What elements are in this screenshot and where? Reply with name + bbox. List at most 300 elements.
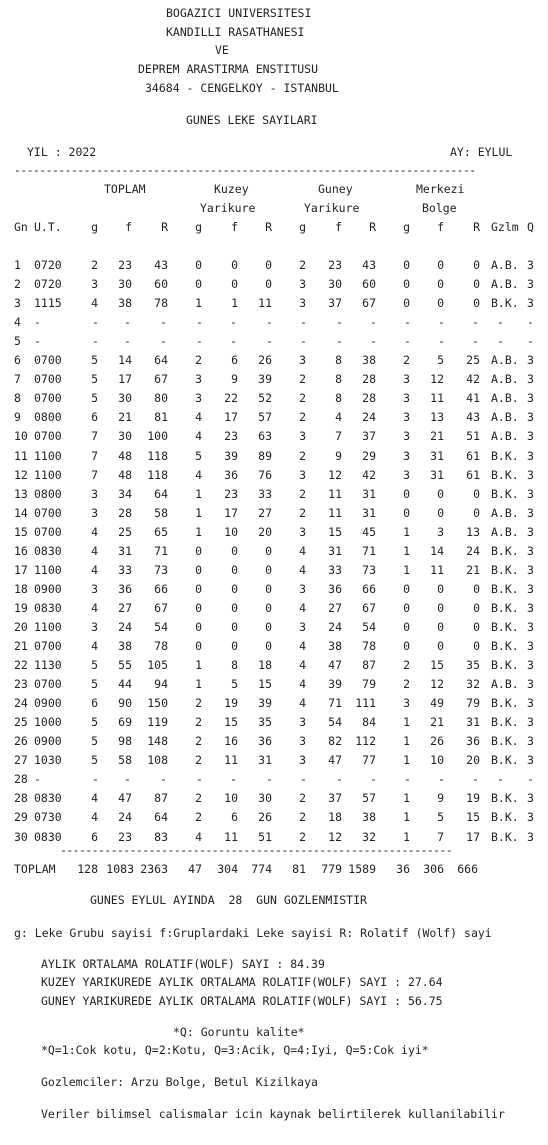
cell-total-g: 3 <box>91 582 98 596</box>
cell-north-f: 0 <box>231 582 238 596</box>
cell-center-r: 20 <box>466 753 480 767</box>
cell-time: 1115 <box>34 296 62 310</box>
cell-total-r: 118 <box>147 449 168 463</box>
cell-day: 29 <box>14 810 28 824</box>
cell-quality: 3 <box>527 391 534 405</box>
cell-north-g: - <box>196 334 203 348</box>
cell-total-r: 100 <box>147 429 168 443</box>
cell-observer: B.K. <box>491 601 519 615</box>
cell-north-g: 1 <box>195 677 202 691</box>
cell-south-g: 4 <box>299 696 306 710</box>
cell-north-r: 27 <box>258 506 272 520</box>
cell-north-g: 0 <box>195 563 202 577</box>
cell-observer: B.K. <box>491 468 519 482</box>
cell-north-g: 2 <box>195 353 202 367</box>
cell-north-g: 0 <box>195 582 202 596</box>
cell-total-r: 64 <box>154 810 168 824</box>
cell-center-f: 21 <box>430 429 444 443</box>
cell-south-f: 33 <box>328 563 342 577</box>
cell-time: 0900 <box>34 696 62 710</box>
cell-quality: - <box>527 334 534 348</box>
cell-time: 0700 <box>34 391 62 405</box>
cell-quality: 3 <box>527 601 534 615</box>
column-header-north-g: g <box>195 220 202 234</box>
cell-north-r: 0 <box>265 620 272 634</box>
cell-south-r: 66 <box>362 582 376 596</box>
cell-north-f: 36 <box>224 468 238 482</box>
cell-observer: B.K. <box>491 563 519 577</box>
cell-day: 11 <box>14 449 28 463</box>
cell-south-g: 2 <box>299 506 306 520</box>
cell-south-g: 2 <box>299 487 306 501</box>
cell-observer: - <box>497 772 504 786</box>
cell-quality: 3 <box>527 715 534 729</box>
cell-time: 0830 <box>34 791 62 805</box>
cell-total-g: - <box>92 772 99 786</box>
cell-north-r: 15 <box>258 677 272 691</box>
cell-center-r: - <box>472 315 479 329</box>
cell-observer: A.B. <box>491 429 519 443</box>
cell-total-r: - <box>160 772 167 786</box>
cell-south-g: 3 <box>299 429 306 443</box>
cell-day: 4 <box>14 315 21 329</box>
cell-total-r: 78 <box>154 639 168 653</box>
cell-total-g: 5 <box>91 658 98 672</box>
cell-south-r: 31 <box>362 506 376 520</box>
cell-center-r: 42 <box>466 372 480 386</box>
cell-time: 0720 <box>34 277 62 291</box>
cell-center-f: 5 <box>437 810 444 824</box>
cell-quality: 3 <box>527 582 534 596</box>
cell-center-r: 25 <box>466 353 480 367</box>
cell-north-r: 36 <box>258 734 272 748</box>
cell-south-r: 38 <box>362 810 376 824</box>
cell-time: 0830 <box>34 601 62 615</box>
cell-north-g: 1 <box>195 487 202 501</box>
cell-total-g: 7 <box>91 449 98 463</box>
cell-total-f: - <box>124 315 131 329</box>
cell-north-f: 11 <box>224 753 238 767</box>
cell-total-r: 73 <box>154 563 168 577</box>
cell-center-f: 15 <box>430 658 444 672</box>
cell-time: 1000 <box>34 715 62 729</box>
cell-center-f: 10 <box>430 753 444 767</box>
cell-total-f: 48 <box>118 449 132 463</box>
cell-center-r: 0 <box>473 620 480 634</box>
cell-day: 12 <box>14 468 28 482</box>
cell-quality: - <box>527 315 534 329</box>
cell-total-f: 23 <box>118 830 132 844</box>
cell-total-r: 80 <box>154 391 168 405</box>
cell-day: 25 <box>14 715 28 729</box>
legend-line: g: Leke Grubu sayisi f:Gruplardaki Leke sayisi R: Rolatif (Wolf) sayi <box>14 926 492 940</box>
cell-total-f: 30 <box>118 429 132 443</box>
cell-north-g: 5 <box>195 449 202 463</box>
cell-north-f: 11 <box>224 830 238 844</box>
cell-day: 28 <box>14 772 28 786</box>
cell-observer: B.K. <box>491 639 519 653</box>
cell-day: 15 <box>14 525 28 539</box>
cell-total-g: 5 <box>91 353 98 367</box>
cell-center-g: 1 <box>403 753 410 767</box>
cell-total-g: 2 <box>91 258 98 272</box>
cell-time: 0700 <box>34 429 62 443</box>
cell-north-f: - <box>230 772 237 786</box>
cell-total-r: 58 <box>154 506 168 520</box>
cell-north-f: - <box>230 315 237 329</box>
cell-observer: A.B. <box>491 372 519 386</box>
column-header-south-r: R <box>369 220 376 234</box>
cell-south-f: 23 <box>328 258 342 272</box>
cell-center-g: 1 <box>403 563 410 577</box>
cell-total-r: 78 <box>154 296 168 310</box>
cell-observer: B.K. <box>491 582 519 596</box>
cell-south-g: 3 <box>299 715 306 729</box>
cell-south-f: - <box>336 772 343 786</box>
cell-observer: A.B. <box>491 677 519 691</box>
cell-north-g: 0 <box>195 544 202 558</box>
cell-quality: 3 <box>527 525 534 539</box>
cell-total-f: 33 <box>118 563 132 577</box>
column-header-quality: Q <box>527 220 534 234</box>
column-header-total-g: g <box>91 220 98 234</box>
cell-center-g: 1 <box>403 715 410 729</box>
totals-north-g: 47 <box>188 862 202 876</box>
cell-north-r: - <box>266 315 273 329</box>
cell-total-g: 6 <box>91 696 98 710</box>
quality-scale: *Q=1:Cok kotu, Q=2:Kotu, Q=3:Acik, Q=4:Iyi, Q=5:Cok iyi* <box>41 1043 429 1057</box>
cell-south-g: 3 <box>299 753 306 767</box>
cell-north-f: 0 <box>231 544 238 558</box>
cell-south-g: 2 <box>299 372 306 386</box>
cell-time: 0720 <box>34 258 62 272</box>
cell-north-r: 26 <box>258 353 272 367</box>
cell-north-r: 26 <box>258 810 272 824</box>
cell-quality: 3 <box>527 791 534 805</box>
cell-total-r: 65 <box>154 525 168 539</box>
cell-south-g: - <box>300 772 307 786</box>
totals-south-g: 81 <box>292 862 306 876</box>
cell-north-r: 0 <box>265 544 272 558</box>
cell-south-g: 3 <box>299 277 306 291</box>
totals-total-r: 2363 <box>140 862 168 876</box>
cell-total-r: 64 <box>154 353 168 367</box>
cell-quality: 3 <box>527 734 534 748</box>
cell-center-r: 24 <box>466 544 480 558</box>
cell-total-g: 5 <box>91 715 98 729</box>
quality-title: *Q: Goruntu kalite* <box>173 1025 305 1039</box>
cell-south-r: 54 <box>362 620 376 634</box>
cell-north-g: 1 <box>195 658 202 672</box>
cell-center-r: 0 <box>473 487 480 501</box>
cell-quality: 3 <box>527 544 534 558</box>
cell-south-f: 18 <box>328 810 342 824</box>
cell-center-r: 32 <box>466 677 480 691</box>
cell-south-f: 7 <box>335 429 342 443</box>
cell-time: 0700 <box>34 639 62 653</box>
cell-total-r: - <box>160 334 167 348</box>
cell-total-g: 5 <box>91 677 98 691</box>
cell-time: 0730 <box>34 810 62 824</box>
cell-observer: B.K. <box>491 753 519 767</box>
cell-north-f: 17 <box>224 410 238 424</box>
cell-south-r: 112 <box>355 734 376 748</box>
cell-total-g: 4 <box>91 563 98 577</box>
cell-total-f: 36 <box>118 582 132 596</box>
cell-total-r: 43 <box>154 258 168 272</box>
cell-total-g: 6 <box>91 830 98 844</box>
cell-total-g: 5 <box>91 372 98 386</box>
cell-north-g: 4 <box>195 468 202 482</box>
cell-time: 1100 <box>34 449 62 463</box>
cell-north-g: 2 <box>195 810 202 824</box>
cell-quality: 3 <box>527 620 534 634</box>
cell-center-g: 1 <box>403 544 410 558</box>
cell-south-f: 54 <box>328 715 342 729</box>
cell-center-f: 0 <box>437 601 444 615</box>
cell-north-f: 19 <box>224 696 238 710</box>
cell-center-f: 11 <box>430 391 444 405</box>
cell-south-r: 79 <box>362 677 376 691</box>
cell-center-g: 1 <box>403 734 410 748</box>
cell-total-g: 6 <box>91 410 98 424</box>
cell-north-f: 6 <box>231 353 238 367</box>
cell-total-r: 108 <box>147 753 168 767</box>
cell-observer: B.K. <box>491 544 519 558</box>
cell-day: 19 <box>14 601 28 615</box>
cell-south-g: 3 <box>299 525 306 539</box>
cell-south-r: 57 <box>362 791 376 805</box>
cell-south-f: 38 <box>328 639 342 653</box>
cell-quality: 3 <box>527 372 534 386</box>
cell-quality: 3 <box>527 277 534 291</box>
cell-south-r: 43 <box>362 258 376 272</box>
cell-total-r: 71 <box>154 544 168 558</box>
observed-days-line: GUNES EYLUL AYINDA 28 GUN GOZLENMISTIR <box>90 893 367 907</box>
cell-total-g: 4 <box>91 601 98 615</box>
cell-south-g: 3 <box>299 582 306 596</box>
cell-center-g: 3 <box>403 429 410 443</box>
cell-total-f: 69 <box>118 715 132 729</box>
group-header-merkezi: Merkezi <box>416 182 465 196</box>
cell-center-f: 31 <box>430 468 444 482</box>
column-header-total-f: f <box>125 220 132 234</box>
cell-quality: 3 <box>527 258 534 272</box>
cell-total-r: 67 <box>154 601 168 615</box>
column-header-north-f: f <box>231 220 238 234</box>
column-header-time: U.T. <box>34 220 62 234</box>
cell-day: 10 <box>14 429 28 443</box>
cell-north-r: 35 <box>258 715 272 729</box>
cell-south-r: 28 <box>362 391 376 405</box>
cell-quality: 3 <box>527 753 534 767</box>
cell-center-g: 1 <box>403 830 410 844</box>
north-average: KUZEY YARIKUREDE AYLIK ORTALAMA ROLATIF(WOLF) SAYI : 27.64 <box>41 975 443 989</box>
cell-center-f: 31 <box>430 449 444 463</box>
cell-south-f: - <box>336 334 343 348</box>
cell-center-g: 2 <box>403 658 410 672</box>
cell-total-r: 119 <box>147 715 168 729</box>
cell-north-r: 0 <box>265 582 272 596</box>
cell-south-g: 4 <box>299 601 306 615</box>
totals-south-r: 1589 <box>348 862 376 876</box>
cell-quality: 3 <box>527 830 534 844</box>
cell-south-f: 47 <box>328 658 342 672</box>
cell-total-f: 58 <box>118 753 132 767</box>
cell-time: 1100 <box>34 468 62 482</box>
cell-total-r: 81 <box>154 410 168 424</box>
cell-south-f: 27 <box>328 601 342 615</box>
totals-north-f: 304 <box>217 862 238 876</box>
cell-center-r: 0 <box>473 258 480 272</box>
group-header-guney-sub: Yarikure <box>304 201 360 215</box>
cell-north-r: 11 <box>258 296 272 310</box>
cell-total-f: 38 <box>118 639 132 653</box>
cell-south-r: 28 <box>362 372 376 386</box>
cell-south-f: 39 <box>328 677 342 691</box>
cell-day: 23 <box>14 677 28 691</box>
cell-north-g: 0 <box>195 620 202 634</box>
cell-quality: 3 <box>527 810 534 824</box>
cell-time: 0900 <box>34 734 62 748</box>
cell-center-g: 1 <box>403 810 410 824</box>
cell-observer: B.K. <box>491 830 519 844</box>
cell-center-f: 0 <box>437 582 444 596</box>
cell-time: 1100 <box>34 620 62 634</box>
observatory-name: KANDILLI RASATHANESI <box>166 25 305 39</box>
cell-south-r: 45 <box>362 525 376 539</box>
cell-observer: B.K. <box>491 810 519 824</box>
cell-observer: B.K. <box>491 487 519 501</box>
cell-total-g: 4 <box>91 810 98 824</box>
cell-north-g: 1 <box>195 525 202 539</box>
cell-center-r: 17 <box>466 830 480 844</box>
group-header-merkezi-sub: Bolge <box>422 201 457 215</box>
cell-north-f: 17 <box>224 506 238 520</box>
cell-north-f: 0 <box>231 277 238 291</box>
cell-south-f: 4 <box>335 410 342 424</box>
cell-total-f: 30 <box>118 391 132 405</box>
cell-north-r: 0 <box>265 639 272 653</box>
cell-south-g: - <box>300 334 307 348</box>
address-line: 34684 - CENGELKOY - ISTANBUL <box>145 81 339 95</box>
south-average: GUNEY YARIKUREDE AYLIK ORTALAMA ROLATIF(WOLF) SAYI : 56.75 <box>41 994 443 1008</box>
cell-center-g: 1 <box>403 791 410 805</box>
cell-time: 0700 <box>34 525 62 539</box>
cell-north-g: 2 <box>195 715 202 729</box>
cell-south-g: 2 <box>299 391 306 405</box>
cell-total-r: 105 <box>147 658 168 672</box>
cell-center-f: 26 <box>430 734 444 748</box>
cell-time: - <box>34 772 41 786</box>
cell-total-f: 27 <box>118 601 132 615</box>
cell-north-f: 10 <box>224 791 238 805</box>
cell-south-r: 32 <box>362 830 376 844</box>
cell-center-g: 1 <box>403 525 410 539</box>
cell-center-g: 0 <box>403 506 410 520</box>
column-header-center-r: R <box>473 220 480 234</box>
cell-center-g: 3 <box>403 372 410 386</box>
cell-north-f: 6 <box>231 810 238 824</box>
cell-time: 0800 <box>34 487 62 501</box>
cell-center-r: 31 <box>466 715 480 729</box>
month-label: AY: EYLUL <box>450 145 513 159</box>
cell-observer: - <box>497 334 504 348</box>
cell-center-f: 7 <box>437 830 444 844</box>
cell-center-r: 19 <box>466 791 480 805</box>
totals-total-g: 128 <box>77 862 98 876</box>
cell-day: 5 <box>14 334 21 348</box>
cell-time: - <box>34 334 41 348</box>
cell-center-r: 13 <box>466 525 480 539</box>
cell-north-g: 2 <box>195 753 202 767</box>
cell-south-f: 15 <box>328 525 342 539</box>
cell-south-f: 12 <box>328 830 342 844</box>
institution-name: BOGAZICI UNIVERSITESI <box>166 6 312 20</box>
cell-south-r: 111 <box>355 696 376 710</box>
totals-separator: -------------------------------------------------------------- <box>60 843 453 857</box>
cell-center-g: 3 <box>403 468 410 482</box>
cell-total-r: - <box>160 315 167 329</box>
cell-observer: B.K. <box>491 620 519 634</box>
cell-total-g: 4 <box>91 296 98 310</box>
cell-south-g: 2 <box>299 258 306 272</box>
cell-center-r: 35 <box>466 658 480 672</box>
cell-north-r: 31 <box>258 753 272 767</box>
cell-total-f: 21 <box>118 410 132 424</box>
cell-day: 22 <box>14 658 28 672</box>
cell-total-g: 7 <box>91 429 98 443</box>
cell-total-r: 118 <box>147 468 168 482</box>
cell-north-r: 0 <box>265 277 272 291</box>
cell-south-f: 9 <box>335 449 342 463</box>
cell-total-g: 3 <box>91 620 98 634</box>
cell-total-g: 7 <box>91 468 98 482</box>
cell-south-r: 24 <box>362 410 376 424</box>
cell-south-r: 31 <box>362 487 376 501</box>
cell-south-r: 60 <box>362 277 376 291</box>
cell-quality: 3 <box>527 353 534 367</box>
cell-center-g: 3 <box>403 410 410 424</box>
cell-south-f: 11 <box>328 506 342 520</box>
cell-total-r: 87 <box>154 791 168 805</box>
cell-total-f: 38 <box>118 296 132 310</box>
cell-center-r: 51 <box>466 429 480 443</box>
cell-south-r: 42 <box>362 468 376 482</box>
cell-day: 2 <box>14 277 21 291</box>
cell-center-r: 0 <box>473 277 480 291</box>
cell-total-f: 44 <box>118 677 132 691</box>
cell-north-f: 23 <box>224 487 238 501</box>
cell-center-f: 14 <box>430 544 444 558</box>
cell-center-f: 0 <box>437 620 444 634</box>
totals-north-r: 774 <box>251 862 272 876</box>
cell-north-r: - <box>266 334 273 348</box>
cell-total-g: 5 <box>91 391 98 405</box>
cell-north-g: - <box>196 315 203 329</box>
cell-observer: B.K. <box>491 791 519 805</box>
cell-day: 30 <box>14 830 28 844</box>
cell-south-g: 3 <box>299 468 306 482</box>
cell-center-f: 12 <box>430 372 444 386</box>
cell-total-f: 48 <box>118 468 132 482</box>
cell-south-f: 8 <box>335 391 342 405</box>
cell-center-f: 3 <box>437 525 444 539</box>
cell-total-r: 148 <box>147 734 168 748</box>
cell-center-f: 0 <box>437 296 444 310</box>
cell-center-f: 0 <box>437 487 444 501</box>
cell-south-r: - <box>370 334 377 348</box>
